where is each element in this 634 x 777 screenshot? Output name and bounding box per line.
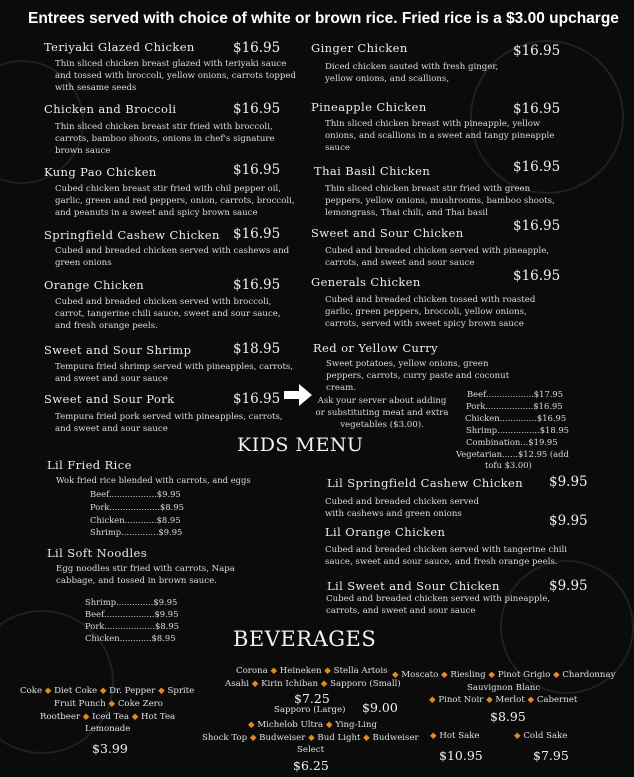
diamond-icon: ◆ xyxy=(99,686,107,696)
diamond-icon: ◆ xyxy=(553,670,560,680)
beverage: Iced Tea xyxy=(92,712,129,722)
arrow-right-icon xyxy=(284,384,312,406)
diamond-icon: ◆ xyxy=(308,733,315,743)
kids-price: Beef..................$9.95 xyxy=(90,489,181,499)
beverage: Budweiser xyxy=(372,733,419,743)
item-price: $16.95 xyxy=(233,226,281,242)
item-name: Sweet and Sour Shrimp xyxy=(44,343,192,357)
diamond-icon: ◆ xyxy=(251,679,259,689)
curry-price: tofu $3.00) xyxy=(485,460,532,470)
diamond-icon: ◆ xyxy=(486,695,493,705)
diamond-icon: ◆ xyxy=(514,731,521,741)
item-description: Cubed and breaded chicken served with pineapple, carrots, and sweet and sour sauce xyxy=(326,594,551,617)
beer-price: $7.25 xyxy=(294,691,330,706)
beverage: Hot Sake xyxy=(439,731,480,741)
item-description: Tempura fried pork served with pineapples, carrots, and sweet and sour sauce xyxy=(55,412,283,435)
beverage: Corona xyxy=(236,666,268,676)
item-price: $16.95 xyxy=(233,162,281,178)
beverage: Budweiser xyxy=(259,733,306,743)
diamond-icon: ◆ xyxy=(320,679,328,689)
item-name: Chicken and Broccoli xyxy=(44,102,177,116)
diamond-icon: ◆ xyxy=(527,695,535,705)
item-description: Cubed chicken breast stir fried with chil pepper oil, garlic, green and red peppers, onion, carrots, broccoli, and peanuts in a sweet and spicy brown sauce xyxy=(55,184,295,219)
beverage: Chardonnay xyxy=(562,670,616,680)
beverage: Shock Top xyxy=(202,733,248,743)
kids-price: Chicken............$8.95 xyxy=(90,515,181,525)
beverage: Sprite xyxy=(167,686,195,696)
beverage: Merlot xyxy=(495,695,525,705)
beverage: Moscato xyxy=(401,670,439,680)
beverage: Lemonade xyxy=(85,724,131,734)
beer-price: $6.25 xyxy=(293,758,329,773)
item-description: Thin sliced chicken breast glazed with teriyaki sauce and tossed with broccoli, yellow onions, carrots topped with sesame seeds xyxy=(55,59,296,94)
item-price: $16.95 xyxy=(513,159,561,175)
item-name: Ginger Chicken xyxy=(311,41,408,55)
soda-list xyxy=(40,712,175,722)
item-price: $16.95 xyxy=(513,268,561,284)
item-name: Generals Chicken xyxy=(311,275,421,289)
item-price: $16.95 xyxy=(233,101,281,117)
diamond-icon: ◆ xyxy=(158,686,165,696)
item-description: Cubed and breaded chicken served with cashews and green onions xyxy=(325,497,479,520)
beverage: Coke Zero xyxy=(117,699,163,709)
item-description: Cubed and breaded chicken served with pineapple, carrots, and sweet and sour sauce xyxy=(325,246,550,269)
item-description: Cubed and breaded chicken served with cashews and green onions xyxy=(55,246,290,269)
item-name: Lil Sweet and Sour Chicken xyxy=(327,579,500,593)
item-name: Lil Orange Chicken xyxy=(325,525,446,539)
diamond-icon: ◆ xyxy=(325,720,333,730)
beverage: Cold Sake xyxy=(523,731,568,741)
rice-note-banner: Entrees served with choice of white or brown rice. Fried rice is a $3.00 upcharge xyxy=(28,10,619,27)
beverage: Select xyxy=(297,745,325,755)
diamond-icon: ◆ xyxy=(44,686,52,696)
curry-price: Combination...$19.95 xyxy=(466,437,558,447)
diamond-icon: ◆ xyxy=(488,670,495,680)
item-description: Tempura fried shrimp served with pineapples, carrots, and sweet and sour sauce xyxy=(55,362,294,385)
kids-price: Beef...................$9.95 xyxy=(85,609,179,619)
item-name: Lil Springfield Cashew Chicken xyxy=(327,476,524,490)
item-description: Cubed and breaded chicken tossed with roasted garlic, green peppers, broccoli, yellow onions, carrots, served with sweet spicy brown sauce xyxy=(325,295,536,330)
sake-item xyxy=(430,731,480,741)
beverage: Asahi xyxy=(225,679,250,689)
diamond-icon: ◆ xyxy=(430,731,437,741)
curry-price: Shrimp................$18.95 xyxy=(466,425,570,435)
item-description: Wok fried rice blended with carrots, and eggs xyxy=(56,475,251,485)
curry-price: Chicken..............$16.95 xyxy=(465,413,567,423)
beverage: Sapporo (Small) xyxy=(330,679,401,689)
item-name: Sweet and Sour Pork xyxy=(44,392,175,406)
kids-price: Chicken............$8.95 xyxy=(85,633,176,643)
item-description: Thin sliced chicken breast stir fried with green peppers, yellow onions, mushrooms, bamboo shoots, lemongrass, Thai chili, and Thai basil xyxy=(325,184,555,219)
soda-list xyxy=(54,699,163,709)
sake-price: $10.95 xyxy=(439,748,483,763)
beverage: Cabernet xyxy=(536,695,578,705)
sake-item xyxy=(514,731,567,741)
beer-list xyxy=(248,720,377,730)
item-price: $16.95 xyxy=(233,277,281,293)
item-description: Thin sliced chicken breast with pineapple, yellow onions, and scallions in a sweet and tangy pineapple sauce xyxy=(325,119,555,154)
beer-price: $9.00 xyxy=(362,700,398,715)
item-description: Diced chicken sauted with fresh ginger, yellow onions, and scallions, xyxy=(325,62,499,85)
item-name: Springfield Cashew Chicken xyxy=(44,228,220,242)
kids-price: Shrimp..............$9.95 xyxy=(85,597,178,607)
wine-list xyxy=(429,695,577,705)
diamond-icon: ◆ xyxy=(248,720,255,730)
beverage: Heineken xyxy=(279,666,322,676)
beverage: Sauvignon Blanc xyxy=(467,683,541,693)
diamond-icon: ◆ xyxy=(82,712,90,722)
diamond-icon: ◆ xyxy=(270,666,278,676)
beverage: Stella Artois xyxy=(333,666,388,676)
beverage: Coke xyxy=(20,686,43,696)
item-price: $9.95 xyxy=(549,474,588,490)
item-price: $16.95 xyxy=(513,101,561,117)
kids-price: Pork...................$8.95 xyxy=(85,621,179,631)
item-description: Cubed and breaded chicken served with tangerine chili sauce, sweet and sour sauce, and fresh orange peels. xyxy=(325,545,568,568)
item-name: Thai Basil Chicken xyxy=(314,164,431,178)
wine-price: $8.95 xyxy=(490,709,526,724)
item-name: Red or Yellow Curry xyxy=(313,341,439,355)
wine-list xyxy=(392,670,615,680)
beverage: Riesling xyxy=(450,670,486,680)
curry-price: Pork..................$16.95 xyxy=(466,401,563,411)
item-price: $18.95 xyxy=(233,341,281,357)
item-name: Sweet and Sour Chicken xyxy=(311,226,464,240)
item-description: Thin sliced chicken breast stir fried with broccoli, carrots, bamboo shoots, onions in chef's signature brown sauce xyxy=(55,122,275,157)
soda-list xyxy=(20,686,194,696)
diamond-icon: ◆ xyxy=(363,733,370,743)
item-price: $16.95 xyxy=(513,218,561,234)
diamond-icon: ◆ xyxy=(108,699,116,709)
diamond-icon: ◆ xyxy=(249,733,257,743)
item-description: Egg noodles stir fried with carrots, Napa cabbage, and tossed in brown sauce. xyxy=(56,564,235,587)
diamond-icon: ◆ xyxy=(392,670,399,680)
kids-menu-heading: KIDS MENU xyxy=(237,434,364,456)
item-description: Sweet potatoes, yellow onions, green peppers, carrots, curry paste and coconut cream. xyxy=(326,359,510,394)
diamond-icon: ◆ xyxy=(324,666,331,676)
beverage: Sapporo (Large) xyxy=(274,705,346,715)
item-name: Pineapple Chicken xyxy=(311,100,427,114)
diamond-icon: ◆ xyxy=(429,695,436,705)
item-price: $9.95 xyxy=(549,578,588,594)
substitution-note: Ask your server about adding or substituting meat and extra vegetables ($3.00). xyxy=(315,396,449,430)
item-price: $16.95 xyxy=(233,391,281,407)
beer-list xyxy=(236,666,388,676)
beverage: Fruit Punch xyxy=(54,699,106,709)
item-name: Teriyaki Glazed Chicken xyxy=(44,40,195,54)
beverage: Bud Light xyxy=(317,733,361,743)
beverages-heading: BEVERAGES xyxy=(233,627,377,651)
soda-price: $3.99 xyxy=(92,741,128,756)
beverage: Hot Tea xyxy=(141,712,176,722)
item-price: $9.95 xyxy=(549,513,588,529)
beer-list xyxy=(225,679,401,689)
kids-price: Pork...................$8.95 xyxy=(90,502,184,512)
beverage: Dr. Pepper xyxy=(109,686,156,696)
beverage: Diet Coke xyxy=(54,686,98,696)
beverage: Rootbeer xyxy=(40,712,81,722)
beverage: Ying-Ling xyxy=(335,720,377,730)
beverage: Kirin xyxy=(261,679,283,689)
item-price: $16.95 xyxy=(513,43,561,59)
diamond-icon: ◆ xyxy=(131,712,139,722)
item-name: Lil Fried Rice xyxy=(47,458,132,472)
item-name: Kung Pao Chicken xyxy=(44,165,157,179)
beverage: Ichiban xyxy=(285,679,319,689)
curry-price: Vegetarian......$12.95 (add xyxy=(456,449,569,459)
item-description: Cubed and breaded chicken served with broccoli, carrot, tangerine chili sauce, sweet and sour sauce, and fresh orange peels. xyxy=(55,297,281,332)
item-name: Lil Soft Noodles xyxy=(47,546,148,560)
diamond-icon: ◆ xyxy=(441,670,448,680)
curry-price: Beef..................$17.95 xyxy=(467,389,564,399)
beverage: Pinot Grigio xyxy=(497,670,551,680)
item-name: Orange Chicken xyxy=(44,278,145,292)
kids-price: Shrimp..............$9.95 xyxy=(90,527,183,537)
beverage: Michelob Ultra xyxy=(257,720,324,730)
beverage: Pinot Noir xyxy=(438,695,484,705)
item-price: $16.95 xyxy=(233,40,281,56)
sake-price: $7.95 xyxy=(533,748,569,763)
beer-list xyxy=(202,733,419,743)
